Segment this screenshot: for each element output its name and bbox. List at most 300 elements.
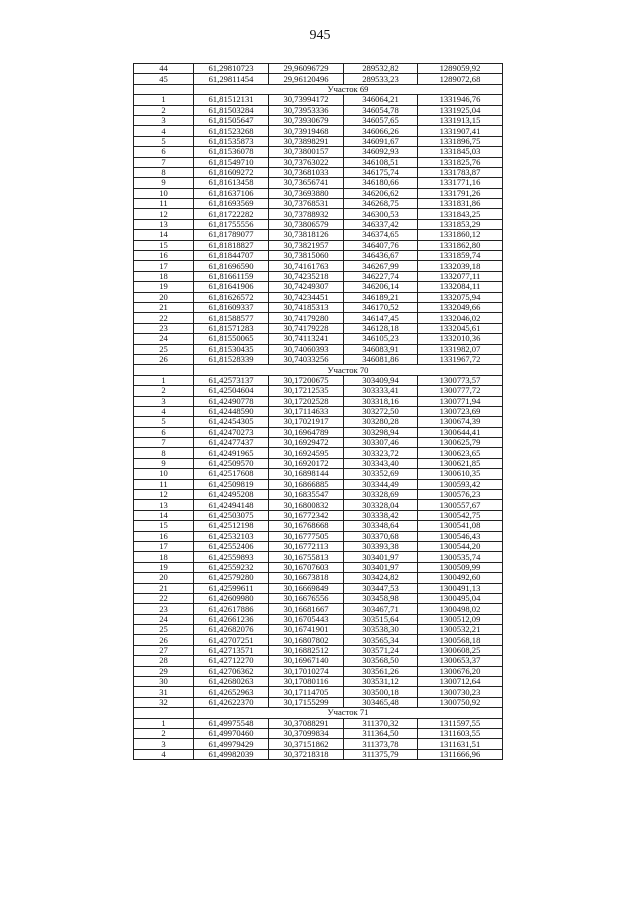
x-coordinate-cell: 303328,69	[344, 490, 418, 500]
y-coordinate-cell: 1300773,57	[418, 375, 503, 385]
y-coordinate-cell: 1300492,60	[418, 573, 503, 583]
latitude-cell: 61,49979429	[194, 739, 269, 749]
latitude-cell: 61,42454305	[194, 417, 269, 427]
y-coordinate-cell: 1300535,74	[418, 552, 503, 562]
point-number: 5	[134, 417, 194, 427]
y-coordinate-cell: 1331925,04	[418, 105, 503, 115]
latitude-cell: 61,42509570	[194, 458, 269, 468]
table-row	[134, 573, 503, 583]
latitude-cell: 61,81549710	[194, 157, 269, 167]
y-coordinate-cell: 1311603,55	[418, 729, 503, 739]
longitude-cell: 30,73994172	[269, 95, 344, 105]
point-number: 24	[134, 334, 194, 344]
y-coordinate-cell: 1300610,35	[418, 469, 503, 479]
y-coordinate-cell: 1332046,02	[418, 313, 503, 323]
y-coordinate-cell: 1331982,07	[418, 344, 503, 354]
latitude-cell: 61,42491965	[194, 448, 269, 458]
point-number: 6	[134, 427, 194, 437]
latitude-cell: 61,81789077	[194, 230, 269, 240]
x-coordinate-cell: 311373,78	[344, 739, 418, 749]
longitude-cell: 30,16777505	[269, 531, 344, 541]
y-coordinate-cell: 1331860,12	[418, 230, 503, 240]
x-coordinate-cell: 346436,67	[344, 251, 418, 261]
x-coordinate-cell: 346064,21	[344, 95, 418, 105]
longitude-cell: 30,16800832	[269, 500, 344, 510]
point-number: 5	[134, 136, 194, 146]
longitude-cell: 29,96096729	[269, 64, 344, 74]
longitude-cell: 30,73821957	[269, 240, 344, 250]
longitude-cell: 30,74161763	[269, 261, 344, 271]
y-coordinate-cell: 1331896,75	[418, 136, 503, 146]
longitude-cell: 30,73930679	[269, 115, 344, 125]
x-coordinate-cell: 303568,50	[344, 656, 418, 666]
table-row	[134, 115, 503, 125]
longitude-cell: 30,73788932	[269, 209, 344, 219]
x-coordinate-cell: 303280,28	[344, 417, 418, 427]
table-row	[134, 261, 503, 271]
table-row	[134, 396, 503, 406]
y-coordinate-cell: 1300491,13	[418, 583, 503, 593]
table-row	[134, 593, 503, 603]
longitude-cell: 30,16755813	[269, 552, 344, 562]
longitude-cell: 30,73806579	[269, 219, 344, 229]
latitude-cell: 61,42713571	[194, 645, 269, 655]
x-coordinate-cell: 303307,46	[344, 438, 418, 448]
table-row	[134, 147, 503, 157]
table-row	[134, 334, 503, 344]
table-row	[134, 313, 503, 323]
section-empty-cell	[134, 708, 194, 718]
table-row	[134, 531, 503, 541]
longitude-cell: 30,17200675	[269, 375, 344, 385]
x-coordinate-cell: 303344,49	[344, 479, 418, 489]
latitude-cell: 61,81505647	[194, 115, 269, 125]
longitude-cell: 30,16676556	[269, 593, 344, 603]
table-row	[134, 552, 503, 562]
table-row	[134, 583, 503, 593]
latitude-cell: 61,42509819	[194, 479, 269, 489]
x-coordinate-cell: 346175,74	[344, 167, 418, 177]
latitude-cell: 61,42680263	[194, 677, 269, 687]
table-row	[134, 614, 503, 624]
latitude-cell: 61,49982039	[194, 749, 269, 759]
y-coordinate-cell: 1331859,74	[418, 251, 503, 261]
point-number: 23	[134, 323, 194, 333]
table-row	[134, 687, 503, 697]
x-coordinate-cell: 346227,74	[344, 271, 418, 281]
longitude-cell: 30,37099834	[269, 729, 344, 739]
page-number: 945	[309, 28, 331, 43]
table-row	[134, 697, 503, 707]
table-row	[134, 677, 503, 687]
longitude-cell: 30,73693880	[269, 188, 344, 198]
table-row	[134, 718, 503, 728]
latitude-cell: 61,81550065	[194, 334, 269, 344]
section-title: Участок 70	[194, 365, 503, 375]
latitude-cell: 61,42552406	[194, 541, 269, 551]
section-title: Участок 71	[194, 708, 503, 718]
longitude-cell: 29,96120496	[269, 74, 344, 84]
latitude-cell: 61,42503075	[194, 510, 269, 520]
x-coordinate-cell: 289532,82	[344, 64, 418, 74]
table-row	[134, 136, 503, 146]
latitude-cell: 61,81571283	[194, 323, 269, 333]
table-row	[134, 427, 503, 437]
y-coordinate-cell: 1300750,92	[418, 697, 503, 707]
longitude-cell: 30,16924595	[269, 448, 344, 458]
point-number: 22	[134, 313, 194, 323]
x-coordinate-cell: 346206,14	[344, 282, 418, 292]
section-header-row	[134, 365, 503, 375]
longitude-cell: 30,16967140	[269, 656, 344, 666]
y-coordinate-cell: 1300532,21	[418, 625, 503, 635]
point-number: 15	[134, 521, 194, 531]
y-coordinate-cell: 1300771,94	[418, 396, 503, 406]
x-coordinate-cell: 346081,86	[344, 354, 418, 364]
x-coordinate-cell: 303409,94	[344, 375, 418, 385]
x-coordinate-cell: 303561,26	[344, 666, 418, 676]
point-number: 24	[134, 614, 194, 624]
x-coordinate-cell: 346092,93	[344, 147, 418, 157]
table-row	[134, 469, 503, 479]
table-row	[134, 541, 503, 551]
y-coordinate-cell: 1300544,20	[418, 541, 503, 551]
longitude-cell: 30,16681667	[269, 604, 344, 614]
x-coordinate-cell: 303338,42	[344, 510, 418, 520]
longitude-cell: 30,16768668	[269, 521, 344, 531]
table-row	[134, 510, 503, 520]
point-number: 11	[134, 479, 194, 489]
x-coordinate-cell: 303298,94	[344, 427, 418, 437]
y-coordinate-cell: 1300621,85	[418, 458, 503, 468]
table-row	[134, 406, 503, 416]
longitude-cell: 30,16882512	[269, 645, 344, 655]
y-coordinate-cell: 1332077,11	[418, 271, 503, 281]
latitude-cell: 61,81844707	[194, 251, 269, 261]
point-number: 45	[134, 74, 194, 84]
table-row	[134, 230, 503, 240]
point-number: 19	[134, 562, 194, 572]
point-number: 2	[134, 386, 194, 396]
longitude-cell: 30,37151862	[269, 739, 344, 749]
point-number: 2	[134, 729, 194, 739]
table-row	[134, 729, 503, 739]
section-header-row	[134, 84, 503, 94]
point-number: 31	[134, 687, 194, 697]
table-row	[134, 105, 503, 115]
point-number: 3	[134, 396, 194, 406]
latitude-cell: 61,42490778	[194, 396, 269, 406]
longitude-cell: 30,73815060	[269, 251, 344, 261]
x-coordinate-cell: 303531,12	[344, 677, 418, 687]
longitude-cell: 30,16866885	[269, 479, 344, 489]
latitude-cell: 61,42559232	[194, 562, 269, 572]
table-row	[134, 74, 503, 84]
latitude-cell: 61,81512131	[194, 95, 269, 105]
latitude-cell: 61,42682076	[194, 625, 269, 635]
latitude-cell: 61,81588577	[194, 313, 269, 323]
table-row	[134, 323, 503, 333]
section-empty-cell	[134, 84, 194, 94]
y-coordinate-cell: 1300568,18	[418, 635, 503, 645]
longitude-cell: 30,37218318	[269, 749, 344, 759]
point-number: 12	[134, 490, 194, 500]
longitude-cell: 30,73898291	[269, 136, 344, 146]
latitude-cell: 61,42517608	[194, 469, 269, 479]
x-coordinate-cell: 346066,26	[344, 126, 418, 136]
coordinates-table-body	[134, 64, 503, 760]
y-coordinate-cell: 1300541,08	[418, 521, 503, 531]
point-number: 12	[134, 209, 194, 219]
longitude-cell: 30,16772113	[269, 541, 344, 551]
table-row	[134, 386, 503, 396]
point-number: 2	[134, 105, 194, 115]
table-row	[134, 521, 503, 531]
table-row	[134, 354, 503, 364]
x-coordinate-cell: 303393,38	[344, 541, 418, 551]
y-coordinate-cell: 1300723,69	[418, 406, 503, 416]
point-number: 20	[134, 292, 194, 302]
y-coordinate-cell: 1289059,92	[418, 64, 503, 74]
point-number: 14	[134, 230, 194, 240]
x-coordinate-cell: 303515,64	[344, 614, 418, 624]
x-coordinate-cell: 303348,64	[344, 521, 418, 531]
table-row	[134, 64, 503, 74]
table-row	[134, 749, 503, 759]
latitude-cell: 61,42494148	[194, 500, 269, 510]
latitude-cell: 61,42661236	[194, 614, 269, 624]
longitude-cell: 30,17114633	[269, 406, 344, 416]
point-number: 13	[134, 500, 194, 510]
latitude-cell: 61,42617886	[194, 604, 269, 614]
latitude-cell: 61,81609337	[194, 302, 269, 312]
y-coordinate-cell: 1300557,67	[418, 500, 503, 510]
x-coordinate-cell: 311375,79	[344, 749, 418, 759]
y-coordinate-cell: 1300625,79	[418, 438, 503, 448]
x-coordinate-cell: 303323,72	[344, 448, 418, 458]
table-row	[134, 604, 503, 614]
y-coordinate-cell: 1289072,68	[418, 74, 503, 84]
point-number: 26	[134, 354, 194, 364]
point-number: 7	[134, 438, 194, 448]
latitude-cell: 61,81755556	[194, 219, 269, 229]
longitude-cell: 30,16920172	[269, 458, 344, 468]
point-number: 17	[134, 541, 194, 551]
point-number: 4	[134, 126, 194, 136]
x-coordinate-cell: 303401,97	[344, 562, 418, 572]
table-row	[134, 448, 503, 458]
longitude-cell: 30,73656741	[269, 178, 344, 188]
x-coordinate-cell: 346189,21	[344, 292, 418, 302]
x-coordinate-cell: 303333,41	[344, 386, 418, 396]
longitude-cell: 30,17202528	[269, 396, 344, 406]
table-row	[134, 292, 503, 302]
table-row	[134, 251, 503, 261]
longitude-cell: 30,73818126	[269, 230, 344, 240]
x-coordinate-cell: 346407,76	[344, 240, 418, 250]
table-row	[134, 500, 503, 510]
longitude-cell: 30,73919468	[269, 126, 344, 136]
section-header-row	[134, 708, 503, 718]
longitude-cell: 30,16835547	[269, 490, 344, 500]
y-coordinate-cell: 1332075,94	[418, 292, 503, 302]
latitude-cell: 61,81818827	[194, 240, 269, 250]
latitude-cell: 61,42504604	[194, 386, 269, 396]
y-coordinate-cell: 1300498,02	[418, 604, 503, 614]
point-number: 7	[134, 157, 194, 167]
y-coordinate-cell: 1311597,55	[418, 718, 503, 728]
latitude-cell: 61,42477437	[194, 438, 269, 448]
table-row	[134, 209, 503, 219]
x-coordinate-cell: 346108,51	[344, 157, 418, 167]
x-coordinate-cell: 303571,24	[344, 645, 418, 655]
latitude-cell: 61,81528339	[194, 354, 269, 364]
point-number: 6	[134, 147, 194, 157]
latitude-cell: 61,42495208	[194, 490, 269, 500]
longitude-cell: 30,16673818	[269, 573, 344, 583]
x-coordinate-cell: 346300,53	[344, 209, 418, 219]
y-coordinate-cell: 1331862,80	[418, 240, 503, 250]
table-row	[134, 282, 503, 292]
longitude-cell: 30,16772342	[269, 510, 344, 520]
table-row	[134, 95, 503, 105]
table-row	[134, 635, 503, 645]
point-number: 27	[134, 645, 194, 655]
y-coordinate-cell: 1331845,03	[418, 147, 503, 157]
latitude-cell: 61,42532103	[194, 531, 269, 541]
x-coordinate-cell: 303272,50	[344, 406, 418, 416]
latitude-cell: 61,42573137	[194, 375, 269, 385]
latitude-cell: 61,81613458	[194, 178, 269, 188]
table-row	[134, 438, 503, 448]
latitude-cell: 61,81609272	[194, 167, 269, 177]
x-coordinate-cell: 346091,67	[344, 136, 418, 146]
point-number: 10	[134, 188, 194, 198]
point-number: 22	[134, 593, 194, 603]
x-coordinate-cell: 346268,75	[344, 199, 418, 209]
table-row	[134, 178, 503, 188]
latitude-cell: 61,81503284	[194, 105, 269, 115]
point-number: 25	[134, 344, 194, 354]
table-row	[134, 625, 503, 635]
y-coordinate-cell: 1300593,42	[418, 479, 503, 489]
longitude-cell: 30,17021917	[269, 417, 344, 427]
point-number: 4	[134, 749, 194, 759]
latitude-cell: 61,81641906	[194, 282, 269, 292]
y-coordinate-cell: 1331771,16	[418, 178, 503, 188]
longitude-cell: 30,73768531	[269, 199, 344, 209]
point-number: 8	[134, 448, 194, 458]
point-number: 1	[134, 718, 194, 728]
point-number: 14	[134, 510, 194, 520]
latitude-cell: 61,81530435	[194, 344, 269, 354]
x-coordinate-cell: 346180,66	[344, 178, 418, 188]
y-coordinate-cell: 1300674,39	[418, 417, 503, 427]
point-number: 20	[134, 573, 194, 583]
latitude-cell: 61,42512198	[194, 521, 269, 531]
y-coordinate-cell: 1331791,26	[418, 188, 503, 198]
y-coordinate-cell: 1332039,18	[418, 261, 503, 271]
x-coordinate-cell: 303500,18	[344, 687, 418, 697]
longitude-cell: 30,17155299	[269, 697, 344, 707]
point-number: 17	[134, 261, 194, 271]
y-coordinate-cell: 1331843,25	[418, 209, 503, 219]
point-number: 10	[134, 469, 194, 479]
longitude-cell: 30,73681033	[269, 167, 344, 177]
point-number: 3	[134, 739, 194, 749]
table-row	[134, 458, 503, 468]
y-coordinate-cell: 1300608,25	[418, 645, 503, 655]
point-number: 16	[134, 531, 194, 541]
x-coordinate-cell: 346374,65	[344, 230, 418, 240]
y-coordinate-cell: 1332049,66	[418, 302, 503, 312]
y-coordinate-cell: 1300777,72	[418, 386, 503, 396]
longitude-cell: 30,74113241	[269, 334, 344, 344]
y-coordinate-cell: 1332045,61	[418, 323, 503, 333]
y-coordinate-cell: 1311666,96	[418, 749, 503, 759]
y-coordinate-cell: 1332010,36	[418, 334, 503, 344]
point-number: 1	[134, 375, 194, 385]
point-number: 16	[134, 251, 194, 261]
y-coordinate-cell: 1300730,23	[418, 687, 503, 697]
longitude-cell: 30,16929472	[269, 438, 344, 448]
x-coordinate-cell: 346170,52	[344, 302, 418, 312]
coordinates-table	[133, 63, 503, 760]
x-coordinate-cell: 346337,42	[344, 219, 418, 229]
latitude-cell: 61,81696590	[194, 261, 269, 271]
latitude-cell: 61,42559893	[194, 552, 269, 562]
point-number: 9	[134, 458, 194, 468]
x-coordinate-cell: 346267,99	[344, 261, 418, 271]
table-row	[134, 417, 503, 427]
y-coordinate-cell: 1331913,15	[418, 115, 503, 125]
longitude-cell: 30,17010274	[269, 666, 344, 676]
point-number: 1	[134, 95, 194, 105]
point-number: 29	[134, 666, 194, 676]
latitude-cell: 61,42706362	[194, 666, 269, 676]
point-number: 8	[134, 167, 194, 177]
point-number: 15	[134, 240, 194, 250]
table-row	[134, 188, 503, 198]
x-coordinate-cell: 346083,91	[344, 344, 418, 354]
x-coordinate-cell: 303458,98	[344, 593, 418, 603]
longitude-cell: 30,16705443	[269, 614, 344, 624]
table-row	[134, 490, 503, 500]
y-coordinate-cell: 1311631,51	[418, 739, 503, 749]
latitude-cell: 61,42599611	[194, 583, 269, 593]
y-coordinate-cell: 1300576,23	[418, 490, 503, 500]
table-row	[134, 645, 503, 655]
longitude-cell: 30,74179228	[269, 323, 344, 333]
table-row	[134, 656, 503, 666]
y-coordinate-cell: 1300512,09	[418, 614, 503, 624]
longitude-cell: 30,74234451	[269, 292, 344, 302]
y-coordinate-cell: 1331831,86	[418, 199, 503, 209]
table-row	[134, 240, 503, 250]
latitude-cell: 61,42448590	[194, 406, 269, 416]
x-coordinate-cell: 303370,68	[344, 531, 418, 541]
latitude-cell: 61,42652963	[194, 687, 269, 697]
x-coordinate-cell: 346054,78	[344, 105, 418, 115]
y-coordinate-cell: 1300676,20	[418, 666, 503, 676]
section-title: Участок 69	[194, 84, 503, 94]
y-coordinate-cell: 1300509,99	[418, 562, 503, 572]
point-number: 32	[134, 697, 194, 707]
table-row	[134, 479, 503, 489]
point-number: 9	[134, 178, 194, 188]
x-coordinate-cell: 303467,71	[344, 604, 418, 614]
latitude-cell: 61,81637106	[194, 188, 269, 198]
